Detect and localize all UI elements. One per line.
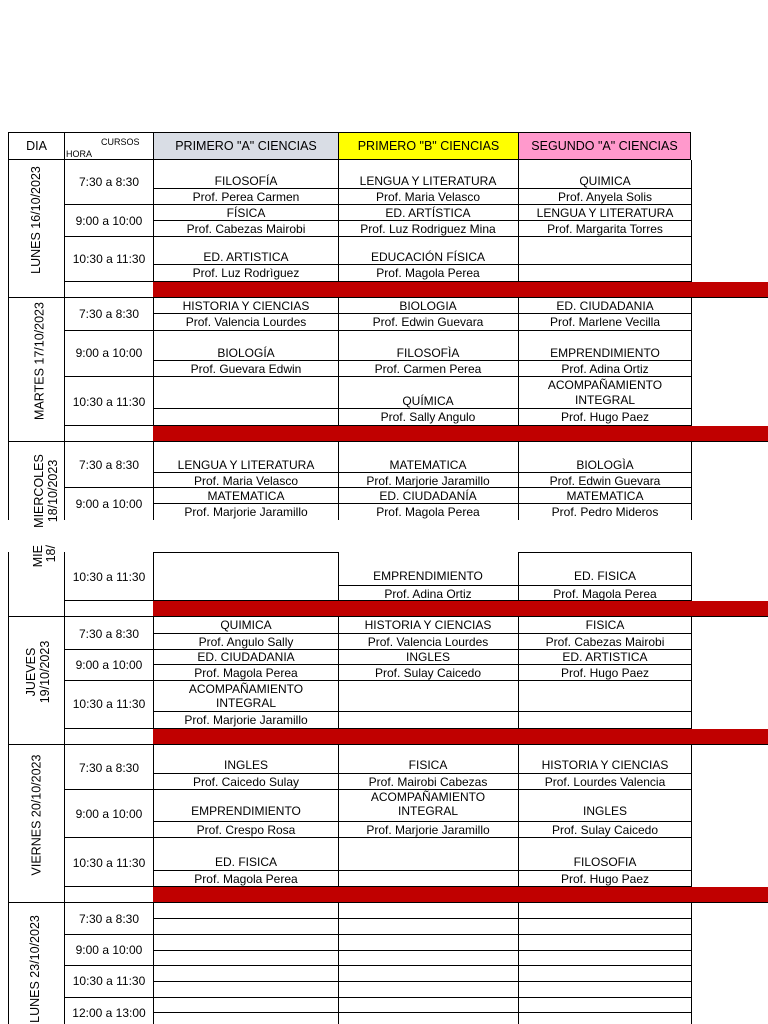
subject: FILOSOFIA <box>573 855 637 869</box>
subject: EMPRENDIMIENTO <box>191 804 301 818</box>
subject: ED. CIUDADANÍA <box>379 489 477 503</box>
subject: HISTORIA Y CIENCIAS <box>182 299 310 313</box>
time-label: 7:30 a 8:30 <box>78 458 140 472</box>
teacher: Prof. Angulo Sally <box>198 635 294 649</box>
subject: ACOMPAÑAMIENTO <box>370 790 486 804</box>
time-label: 7:30 a 8:30 <box>78 627 140 641</box>
time-label: 10:30 a 11:30 <box>72 570 146 584</box>
subject: ED. FISICA <box>573 569 637 583</box>
subject: ACOMPAÑAMIENTO <box>547 378 663 392</box>
subject: BIOLOGIA <box>399 299 457 313</box>
subject: MATEMATICA <box>389 458 467 472</box>
teacher: Prof. Margarita Torres <box>547 222 663 236</box>
subject: HISTORIA Y CIENCIAS <box>364 618 492 632</box>
teacher: Prof. Perea Carmen <box>192 190 300 204</box>
subject: QUIMICA <box>579 174 631 188</box>
teacher: Prof. Magola Perea <box>194 666 298 680</box>
header-row <box>8 132 691 160</box>
subject: FILOSOFÌA <box>396 346 460 360</box>
time-label: 10:30 a 11:30 <box>72 856 146 870</box>
teacher: Prof. Marjorie Jaramillo <box>366 823 490 837</box>
time-label: 9:00 a 10:00 <box>75 658 143 672</box>
teacher: Prof. Valencia Lourdes <box>185 315 307 329</box>
subject: FÍSICA <box>226 206 266 220</box>
time-label: 9:00 a 10:00 <box>75 943 143 957</box>
day-lunes-23: LUNES 23/10/2023 <box>28 915 42 1023</box>
teacher: Prof. Magola Perea <box>376 266 480 280</box>
teacher: Prof. Marjorie Jaramillo <box>184 713 308 727</box>
subject: FILOSOFÍA <box>214 174 278 188</box>
teacher: Prof. Adina Ortiz <box>384 587 472 601</box>
time-label: 10:30 a 11:30 <box>72 974 146 988</box>
day-lunes-16: LUNES 16/10/2023 <box>29 166 43 274</box>
subject: ED. CIUDADANIA <box>556 299 654 313</box>
header-cursos: CURSOS <box>101 137 140 147</box>
page-break <box>0 520 768 552</box>
day-miercoles-18-a: MIERCOLES <box>32 454 46 528</box>
teacher: Prof. Carmen Perea <box>374 362 482 376</box>
teacher: Prof. Luz Rodriguez Mina <box>360 222 496 236</box>
day-separator <box>153 426 768 442</box>
header-course-1a: PRIMERO "A" CIENCIAS <box>153 132 339 160</box>
time-label: 12:00 a 13:00 <box>72 1006 146 1020</box>
day-miercoles-18-c: MIE <box>31 545 45 568</box>
subject: EMPRENDIMIENTO <box>373 569 483 583</box>
teacher: Prof. Pedro Mideros <box>551 505 659 519</box>
header-dia: DIA <box>8 132 65 160</box>
day-miercoles-18-b: 18/10/2023 <box>46 459 60 523</box>
teacher: Prof. Cabezas Mairobi <box>545 635 665 649</box>
teacher: Prof. Magola Perea <box>376 505 480 519</box>
time-label: 9:00 a 10:00 <box>75 214 143 228</box>
subject: LENGUA Y LITERATURA <box>177 458 315 472</box>
header-course-1b: PRIMERO "B" CIENCIAS <box>338 132 519 160</box>
time-label: 10:30 a 11:30 <box>72 697 146 711</box>
teacher: Prof. Hugo Paez <box>560 666 650 680</box>
day-separator <box>153 601 768 617</box>
time-label: 7:30 a 8:30 <box>78 912 140 926</box>
teacher: Prof. Marjorie Jaramillo <box>184 505 308 519</box>
subject: ED. ARTÍSTICA <box>385 206 471 220</box>
teacher: Prof. Anyela Solis <box>557 190 653 204</box>
subject: ED. ARTISTICA <box>562 650 648 664</box>
teacher: Prof. Cabezas Mairobi <box>186 222 306 236</box>
teacher: Prof. Hugo Paez <box>560 410 650 424</box>
subject: INTEGRAL <box>215 696 277 710</box>
teacher: Prof. Lourdes Valencia <box>544 775 666 789</box>
teacher: Prof. Edwin Guevara <box>549 474 661 488</box>
time-label: 10:30 a 11:30 <box>72 252 146 266</box>
teacher: Prof. Valencia Lourdes <box>367 635 489 649</box>
subject: ED. CIUDADANIA <box>197 650 295 664</box>
subject: FISICA <box>408 758 448 772</box>
subject: LENGUA Y LITERATURA <box>536 206 674 220</box>
subject: ED. ARTISTICA <box>203 250 289 264</box>
time-label: 9:00 a 10:00 <box>75 807 143 821</box>
subject: QUIMICA <box>220 618 272 632</box>
day-jueves-19-a: JUEVES <box>24 647 38 697</box>
subject: INGLES <box>582 804 628 818</box>
teacher: Prof. Luz Rodrìguez <box>192 266 300 280</box>
subject: EDUCACIÓN FÍSICA <box>370 250 486 264</box>
time-label: 7:30 a 8:30 <box>78 175 140 189</box>
header-cursos-hora <box>64 132 154 160</box>
subject: ACOMPAÑAMIENTO <box>188 682 304 696</box>
subject: LENGUA Y LITERATURA <box>359 174 497 188</box>
header-hora: HORA <box>66 149 93 159</box>
time-label: 7:30 a 8:30 <box>78 761 140 775</box>
teacher: Prof. Edwin Guevara <box>372 315 484 329</box>
teacher: Prof. Mairobi Cabezas <box>368 775 488 789</box>
subject: MATEMATICA <box>566 489 644 503</box>
teacher: Prof. Sulay Caicedo <box>374 666 482 680</box>
time-label: 10:30 a 11:30 <box>72 395 146 409</box>
time-label: 9:00 a 10:00 <box>75 346 143 360</box>
subject: FISICA <box>585 618 625 632</box>
teacher: Prof. Magola Perea <box>194 872 298 886</box>
day-separator <box>153 729 768 745</box>
teacher: Prof. Magola Perea <box>553 587 657 601</box>
teacher: Prof. Adina Ortiz <box>561 362 649 376</box>
teacher: Prof. Guevara Edwin <box>190 362 302 376</box>
teacher: Prof. Hugo Paez <box>560 872 650 886</box>
subject: BIOLOGÍA <box>217 346 275 360</box>
subject: QUÍMICA <box>402 394 454 408</box>
header-course-2a: SEGUNDO "A" CIENCIAS <box>518 132 691 160</box>
subject: INGLES <box>405 650 451 664</box>
subject: HISTORIA Y CIENCIAS <box>541 758 669 772</box>
subject: ED. FISICA <box>214 855 278 869</box>
teacher: Prof. Marlene Vecilla <box>549 315 661 329</box>
day-miercoles-18-d: 18/ <box>44 545 58 563</box>
subject: EMPRENDIMIENTO <box>550 346 660 360</box>
teacher: Prof. Sulay Caicedo <box>551 823 659 837</box>
day-martes-17: MARTES 17/10/2023 <box>32 302 47 420</box>
teacher: Prof. Crespo Rosa <box>196 823 296 837</box>
teacher: Prof. Marjorie Jaramillo <box>366 474 490 488</box>
day-separator <box>153 887 768 903</box>
subject: BIOLOGÌA <box>576 458 634 472</box>
time-label: 7:30 a 8:30 <box>78 307 140 321</box>
teacher: Prof. Caicedo Sulay <box>192 775 300 789</box>
subject: INTEGRAL <box>574 393 636 407</box>
day-jueves-19-b: 19/10/2023 <box>38 640 52 704</box>
day-viernes-20: VIERNES 20/10/2023 <box>29 754 44 876</box>
teacher: Prof. Maria Velasco <box>375 190 481 204</box>
subject: INTEGRAL <box>397 804 459 818</box>
teacher: Prof. Sally Angulo <box>380 410 476 424</box>
subject: MATEMATICA <box>207 489 285 503</box>
subject: INGLES <box>223 758 269 772</box>
day-separator <box>153 282 768 298</box>
teacher: Prof. Maria Velasco <box>193 474 299 488</box>
time-label: 9:00 a 10:00 <box>75 497 143 511</box>
